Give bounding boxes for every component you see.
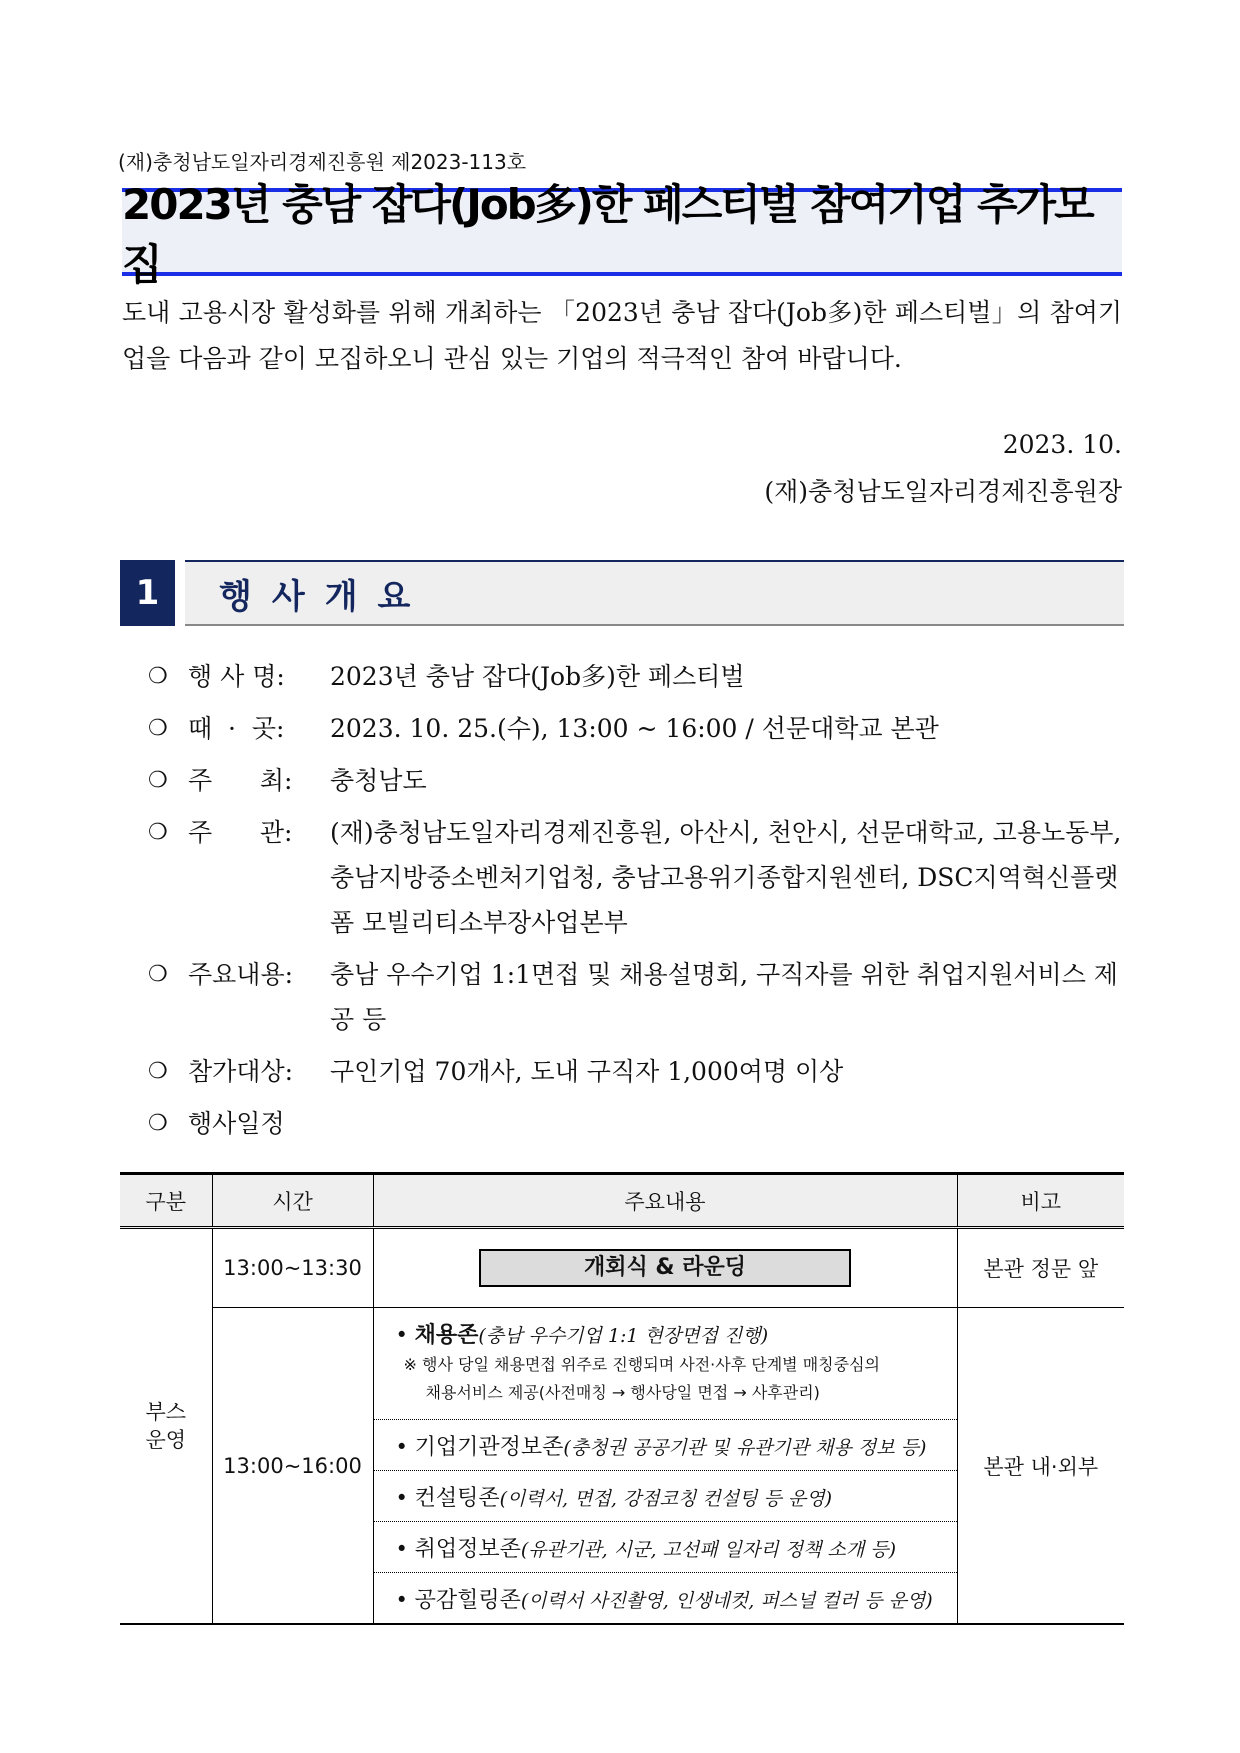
table-row xyxy=(120,1308,1124,1625)
item-value: (재)충청남도일자리경제진흥원, 아산시, 천안시, 선문대학교, 고용노동부, 충남지방중소벤처기업청, 충남고용위기종합지원센터, DSC지역혁신플랫폼 모빌리티소부장사업본부 xyxy=(330,818,1122,937)
item-value: 2023년 충남 잡다(Job多)한 페스티벌 xyxy=(330,662,745,691)
circle-bullet-icon: ❍ xyxy=(148,1111,168,1136)
zone-name: 공감힐링존 xyxy=(414,1588,521,1613)
list-item xyxy=(148,706,1128,751)
zone-item: • 취업정보존(유관기관, 시군, 고선패 일자리 정책 소개 등) xyxy=(374,1522,957,1573)
header-content: 주요내용 xyxy=(373,1174,957,1228)
circle-bullet-icon: ❍ xyxy=(148,820,168,845)
item-label: 주 관: xyxy=(188,818,293,847)
table-row xyxy=(120,1228,1124,1308)
item-label: 행사일정 xyxy=(188,1109,285,1138)
section-number: 1 xyxy=(120,560,175,626)
header-note: 비고 xyxy=(957,1174,1124,1228)
zone-name: 컨설팅존 xyxy=(414,1486,500,1511)
zone-item: • 컨설팅존(이력서, 면접, 강점코칭 컨설팅 등 운영) xyxy=(374,1471,957,1522)
circle-bullet-icon: ❍ xyxy=(148,664,168,689)
circle-bullet-icon: ❍ xyxy=(148,962,168,987)
intro-paragraph: 도내 고용시장 활성화를 위해 개최하는 「2023년 충남 잡다(Job多)한 페스티벌」의 참여기업을 다음과 같이 모집하오니 관심 있는 기업의 적극적인 참여 바랍니다. xyxy=(122,298,1122,373)
zone-note: 채용서비스 제공(사전매칭 → 행사당일 면접 → 사후관리) xyxy=(425,1383,820,1402)
circle-bullet-icon: ❍ xyxy=(148,1059,168,1084)
item-value: 구인기업 70개사, 도내 구직자 1,000여명 이상 xyxy=(330,1057,844,1086)
item-value: 충청남도 xyxy=(330,766,427,795)
section-title: 행사개요 xyxy=(219,576,431,617)
zone-item: • 채용존(충남 우수기업 1:1 현장면접 진행) ※ 행사 당일 채용면접 위주로 진행되며 사전·사후 단계별 매칭중심의 채용서비스 제공(사전매칭 → 행사당일 면접 → 사후관리) xyxy=(374,1308,957,1420)
content-cell xyxy=(373,1228,957,1308)
header-category: 구분 xyxy=(120,1174,212,1228)
header-time: 시간 xyxy=(212,1174,373,1228)
section-header xyxy=(120,560,1124,626)
item-label: 행 사 명: xyxy=(188,662,285,691)
category-cell: 부스 운영 xyxy=(120,1228,212,1625)
zones-cell xyxy=(373,1308,957,1625)
sender: (재)충청남도일자리경제진흥원장 xyxy=(764,477,1122,506)
zone-name: 채용존 xyxy=(414,1323,479,1348)
item-label: 참가대상: xyxy=(188,1057,294,1086)
zone-item: • 공감힐링존(이력서 사진촬영, 인생네컷, 퍼스널 컬러 등 운영) xyxy=(395,1588,933,1613)
item-label: 때 · 곳: xyxy=(188,714,285,743)
list-item xyxy=(148,654,1128,699)
note-cell: 본관 내·외부 xyxy=(957,1308,1124,1625)
schedule-table xyxy=(120,1172,1124,1625)
section-title-bar xyxy=(185,560,1124,626)
zone-description: (유관기관, 시군, 고선패 일자리 정책 소개 등) xyxy=(520,1539,896,1561)
zone-description: (이력서, 면접, 강점코칭 컨설팅 등 운영) xyxy=(499,1488,832,1510)
circle-bullet-icon: ❍ xyxy=(148,768,168,793)
zone-name: 취업정보존 xyxy=(414,1537,521,1562)
item-value: 2023. 10. 25.(수), 13:00 ~ 16:00 / 선문대학교 본관 xyxy=(330,714,939,743)
list-item xyxy=(148,952,1128,1042)
zone-description: (이력서 사진촬영, 인생네컷, 퍼스널 컬러 등 운영) xyxy=(520,1590,933,1612)
document-number: (재)충청남도일자리경제진흥원 제2023-113호 xyxy=(118,150,527,174)
zone-note: ※ 행사 당일 채용면접 위주로 진행되며 사전·사후 단계별 매칭중심의 xyxy=(403,1355,880,1374)
item-label: 주 최: xyxy=(188,766,293,795)
time-cell: 13:00~16:00 xyxy=(212,1308,373,1625)
overview-list xyxy=(148,654,1128,1153)
list-item xyxy=(148,1049,1128,1094)
list-item xyxy=(148,758,1128,803)
title-box xyxy=(122,180,1122,289)
list-item xyxy=(148,1101,1128,1146)
circle-bullet-icon: ❍ xyxy=(148,716,168,741)
zone-name: 기업기관정보존 xyxy=(414,1435,564,1460)
table-header-row xyxy=(120,1174,1124,1228)
item-label: 주요내용: xyxy=(188,960,294,989)
list-item xyxy=(148,810,1128,945)
item-value: 충남 우수기업 1:1면접 및 채용설명회, 구직자를 위한 취업지원서비스 제공 등 xyxy=(330,960,1118,1034)
note-cell: 본관 정문 앞 xyxy=(957,1228,1124,1308)
zone-description: (충남 우수기업 1:1 현장면접 진행) xyxy=(478,1325,769,1347)
zone-description: (충청권 공공기관 및 유관기관 채용 정보 등) xyxy=(563,1437,927,1459)
zone-item: • 기업기관정보존(충청권 공공기관 및 유관기관 채용 정보 등) xyxy=(374,1420,957,1471)
opening-ceremony-box: 개회식 & 라운딩 xyxy=(479,1249,851,1287)
issue-date: 2023. 10. xyxy=(1002,430,1122,459)
time-cell: 13:00~13:30 xyxy=(212,1228,373,1308)
document-title: 2023년 충남 잡다(Job多)한 페스티벌 참여기업 추가모집 xyxy=(122,180,1093,289)
